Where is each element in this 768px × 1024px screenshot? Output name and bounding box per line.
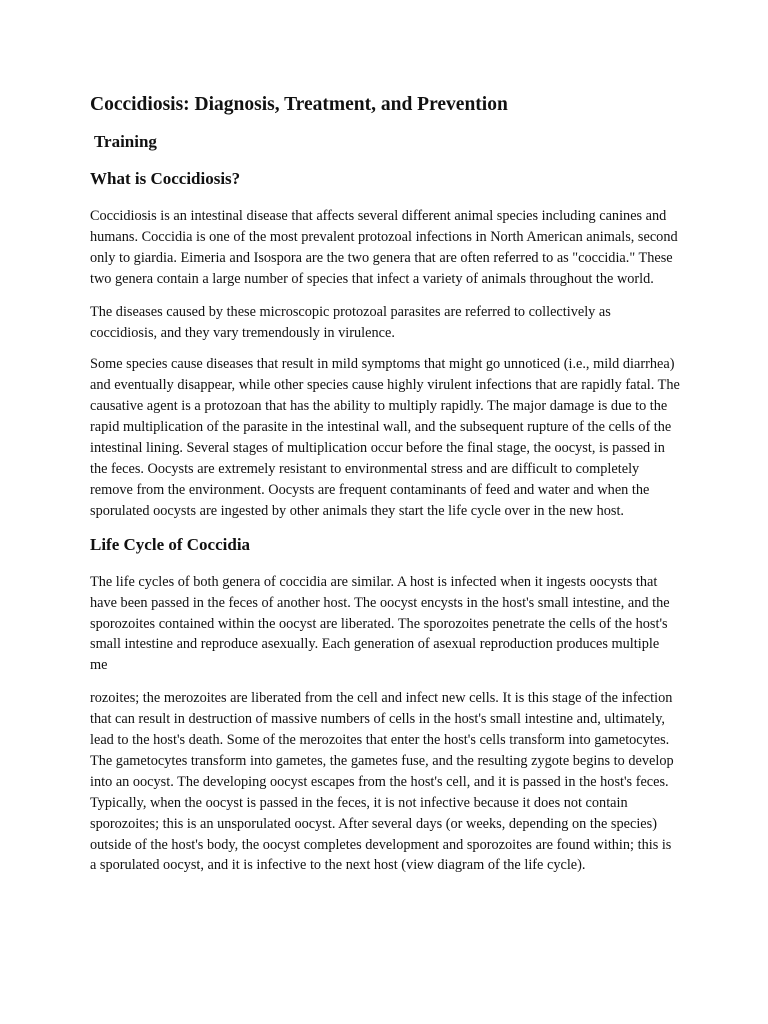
- paragraph: The life cycles of both genera of coccidia are similar. A host is infected when it ingests oocysts that have been passed in the feces of another host. The oocyst encysts in the host's small intestine, and the sporozoites contained within the oocyst are liberated. The sporozoites penetrate the cells of the host's small intestine and reproduce asexually. Each generation of asexual reproduction produces multiple me: [90, 573, 670, 674]
- document-title: Coccidiosis: Diagnosis, Treatment, and Prevention: [90, 94, 508, 115]
- document-page: [90, 92, 680, 876]
- section-heading-life-cycle: Life Cycle of Coccidia: [90, 534, 251, 554]
- section-heading-what-is: What is Coccidiosis?: [90, 169, 241, 188]
- paragraph: Coccidiosis is an intestinal disease that affects several different animal species including canines and humans. Coccidia is one of the most prevalent protozoal infections in North American animals, second only to giardia. Eimeria and Isospora are the two genera that are often referred to as "coccidia." These two genera contain a large number of species that infect a variety of animals throughout the world.: [90, 208, 678, 287]
- paragraph: Some species cause diseases that result in mild symptoms that might go unnoticed (i.e., mild diarrhea) and eventually disappear, while other species cause highly virulent infections that are rapidly fatal. The causative agent is a protozoan that has the ability to multiply rapidly. The major damage is due to the rapid multiplication of the parasite in the intestinal wall, and the subsequent rupture of the cells of the intestinal lining. Several stages of multiplication occur before the final stage, the oocyst, is passed in the feces. Oocysts are extremely resistant to environmental stress and are difficult to completely remove from the environment. Oocysts are frequent contaminants of feed and water and when the sporulated oocysts are ingested by other animals they start the life cycle over in the new host.: [90, 356, 680, 519]
- paragraph: The diseases caused by these microscopic protozoal parasites are referred to collectively as coccidiosis, and they vary tremendously in virulence.: [90, 303, 611, 341]
- paragraph: rozoites; the merozoites are liberated from the cell and infect new cells. It is this stage of the infection that can result in destruction of massive numbers of cells in the host's small intestine and, ultimately, lead to the host's death. Some of the merozoites that enter the host's cells transform into gametocytes. The gametocytes transform into gametes, the gametes fuse, and the resulting zygote begins to develop into an oocyst. The developing oocyst escapes from the host's cell, and it is passed in the host's feces. Typically, when the oocyst is passed in the feces, it is not infective because it does not contain sporozoites; this is an unsporulated oocyst. After several days (or weeks, depending on the species) outside of the host's body, the oocyst completes development and sporozoites are found within; this is a sporulated oocyst, and it is infective to the next host (view diagram of the life cycle).: [90, 690, 674, 874]
- document-subtitle: Training: [90, 132, 157, 151]
